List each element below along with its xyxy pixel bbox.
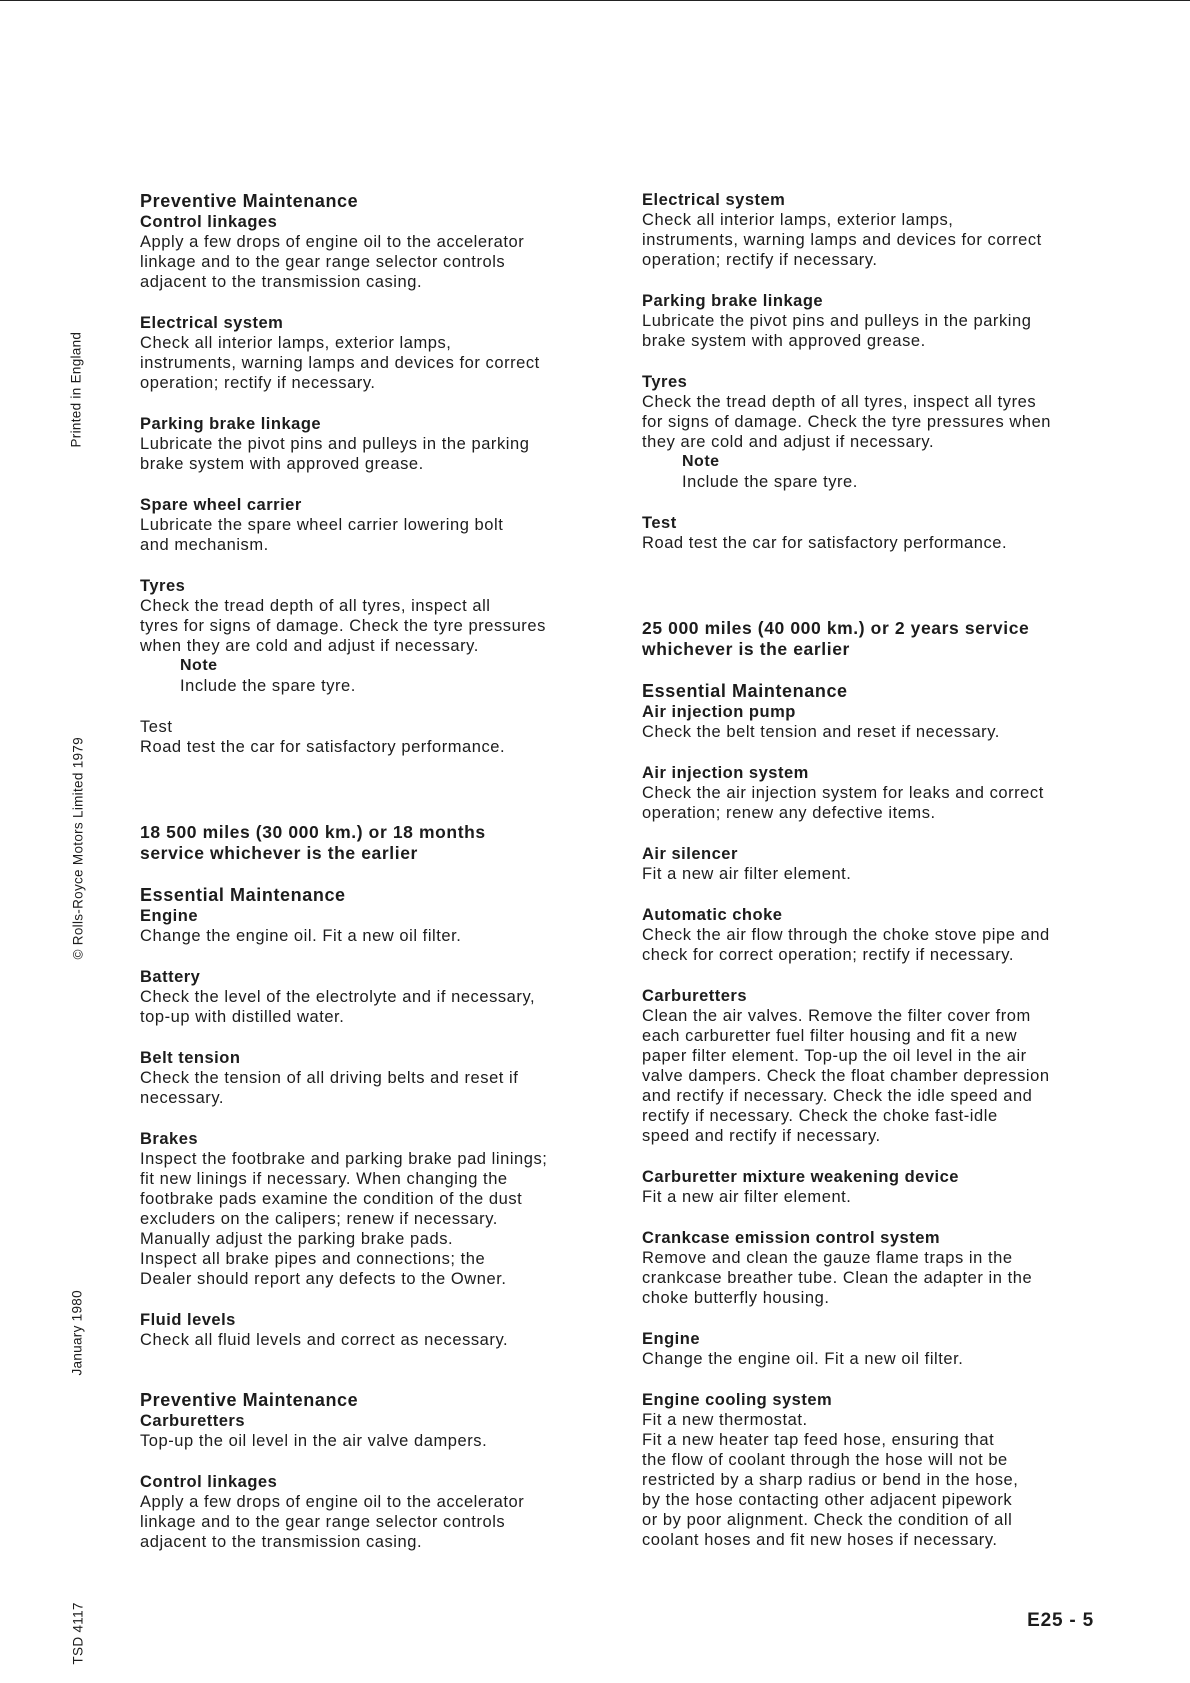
item-heading: Tyres [140, 577, 186, 595]
item-fluid-levels [140, 1310, 600, 1350]
item-text: Fit a new air filter element. [642, 1188, 852, 1206]
item-text: Remove and clean the gauze flame traps in the crankcase breather tube. Clean the adapter in the choke butterfly housing. [642, 1249, 1033, 1307]
item-automatic-choke [642, 905, 1112, 965]
item-text: Check the tension of all driving belts and reset if necessary. [140, 1069, 519, 1107]
item-parking-brake-linkage [642, 291, 1112, 351]
item-text: Fit a new air filter element. [642, 865, 852, 883]
item-mixture-weakening-device [642, 1167, 1112, 1207]
item-text: Check the tread depth of all tyres, inspect all tyres for signs of damage. Check the tyre pressures when they are cold and adjust if necessary. [140, 597, 546, 655]
top-border-line [0, 0, 1190, 1]
item-heading: Electrical system [140, 314, 284, 332]
item-text: Change the engine oil. Fit a new oil filter. [140, 927, 462, 945]
item-text: Road test the car for satisfactory performance. [140, 738, 506, 756]
item-heading: Crankcase emission control system [642, 1229, 941, 1247]
item-heading: Control linkages [140, 213, 278, 231]
item-control-linkages [140, 212, 600, 292]
page-number: E25 - 5 [1027, 1610, 1094, 1631]
item-tyres [140, 576, 600, 696]
service-interval-title: 18 500 miles (30 000 km.) or 18 months service whichever is the earlier [140, 822, 486, 863]
left-preventive-maintenance-2 [140, 1389, 600, 1552]
item-electrical-system [642, 190, 1112, 270]
item-belt-tension [140, 1048, 600, 1108]
item-heading: Engine [140, 907, 199, 925]
item-text: Check the tread depth of all tyres, inspect all tyres for signs of damage. Check the tyre pressures when they are cold and adjust if necessary. [642, 393, 1052, 451]
item-heading: Fluid levels [140, 1311, 236, 1329]
item-text: Inspect the footbrake and parking brake pad linings; fit new linings if necessary. When changing the footbrake pads examine the condition of the dust excluders on the calipers; renew if necessary. Manually adjust the parking brake pads. Inspect all brake pipes and connections; the Dealer should report any defects to the Owner. [140, 1150, 548, 1288]
section-title: Essential Maintenance [140, 885, 346, 905]
date-text: January 1980 [69, 1290, 85, 1376]
copyright-text: © Rolls-Royce Motors Limited 1979 [70, 737, 86, 960]
printed-in-england-text: Printed in England [68, 331, 84, 448]
item-text: Road test the car for satisfactory performance. [642, 534, 1008, 552]
item-text: Change the engine oil. Fit a new oil filter. [642, 1350, 964, 1368]
item-heading: Air injection system [642, 764, 809, 782]
item-heading: Parking brake linkage [140, 415, 322, 433]
item-crankcase-emission-control [642, 1228, 1112, 1308]
left-essential-maintenance [140, 884, 600, 1350]
item-heading: Battery [140, 968, 201, 986]
item-heading: Control linkages [140, 1473, 278, 1491]
item-air-injection-system [642, 763, 1112, 823]
section-title: Essential Maintenance [642, 681, 848, 701]
item-text: Fit a new thermostat. Fit a new heater tap feed hose, ensuring that the flow of coolant through the hose will not be restricted by a sharp radius or bend in the hose, by the hose contacting other adjacent pipework or by poor alignment. Check the condition of all coolant hoses and fit new hoses if necessary. [642, 1411, 1019, 1549]
item-engine-cooling-system [642, 1390, 1112, 1550]
item-heading: Test [642, 514, 677, 532]
item-text: Top-up the oil level in the air valve dampers. [140, 1432, 488, 1450]
item-heading: Engine cooling system [642, 1391, 833, 1409]
item-text: Apply a few drops of engine oil to the accelerator linkage and to the gear range selector controls adjacent to the transmission casing. [140, 1493, 525, 1551]
note-heading: Note [682, 453, 720, 470]
left-preventive-maintenance-1 [140, 190, 600, 757]
item-heading: Spare wheel carrier [140, 496, 302, 514]
service-interval-title: 25 000 miles (40 000 km.) or 2 years service whichever is the earlier [642, 618, 1030, 659]
item-heading: Carburetter mixture weakening device [642, 1168, 959, 1186]
item-text: Check the belt tension and reset if necessary. [642, 723, 1000, 741]
item-brakes [140, 1129, 600, 1289]
item-text: Check all fluid levels and correct as necessary. [140, 1331, 509, 1349]
item-text: Check the air injection system for leaks and correct operation; renew any defective items. [642, 784, 1044, 822]
item-engine [140, 906, 600, 946]
item-heading: Carburetters [642, 987, 748, 1005]
section-title: Preventive Maintenance [140, 1390, 359, 1410]
item-heading: Electrical system [642, 191, 786, 209]
item-text: Check the air flow through the choke stove pipe and check for correct operation; rectify if necessary. [642, 926, 1050, 964]
note-heading: Note [180, 657, 218, 674]
item-engine [642, 1329, 1112, 1369]
item-parking-brake-linkage [140, 414, 600, 474]
right-essential-maintenance [642, 680, 1112, 1550]
item-heading: Tyres [642, 373, 688, 391]
item-text: Check all interior lamps, exterior lamps, instruments, warning lamps and devices for correct operation; rectify if necessary. [642, 211, 1042, 269]
item-text: Lubricate the spare wheel carrier lowering bolt and mechanism. [140, 516, 504, 554]
item-control-linkages-2 [140, 1472, 600, 1552]
item-carburetters [642, 986, 1112, 1146]
item-heading: Engine [642, 1330, 701, 1348]
item-text: Apply a few drops of engine oil to the accelerator linkage and to the gear range selector controls adjacent to the transmission casing. [140, 233, 525, 291]
item-heading-plain: Test [140, 718, 173, 736]
item-text: Lubricate the pivot pins and pulleys in the parking brake system with approved grease. [140, 435, 530, 473]
item-tyres [642, 372, 1112, 492]
item-text: Check all interior lamps, exterior lamps, instruments, warning lamps and devices for correct operation; rectify if necessary. [140, 334, 540, 392]
item-heading: Automatic choke [642, 906, 783, 924]
doc-ref-text: TSD 4117 [70, 1602, 86, 1665]
item-test [642, 513, 1112, 553]
item-test [140, 717, 600, 757]
right-continued-maintenance [642, 190, 1112, 553]
item-carburetters [140, 1411, 600, 1451]
item-heading: Air silencer [642, 845, 738, 863]
item-text: Check the level of the electrolyte and if necessary, top-up with distilled water. [140, 988, 536, 1026]
item-heading: Carburetters [140, 1412, 246, 1430]
note-text: Include the spare tyre. [682, 473, 858, 491]
item-battery [140, 967, 600, 1027]
item-spare-wheel-carrier [140, 495, 600, 555]
item-heading: Brakes [140, 1130, 199, 1148]
item-heading: Parking brake linkage [642, 292, 824, 310]
left-column [140, 190, 600, 1573]
item-heading: Belt tension [140, 1049, 241, 1067]
item-air-silencer [642, 844, 1112, 884]
item-text: Clean the air valves. Remove the filter cover from each carburetter fuel filter housing and fit a new paper filter element. Top-up the oil level in the air valve dampers. Check the float chamber depression and rectify if necessary. Check the idle speed and rectify if necessary. Check the choke fast-idle speed and rectify if necessary. [642, 1007, 1050, 1145]
note-text: Include the spare tyre. [180, 677, 356, 695]
item-air-injection-pump [642, 702, 1112, 742]
item-electrical-system [140, 313, 600, 393]
right-column [642, 190, 1112, 1571]
item-heading: Air injection pump [642, 703, 796, 721]
section-title: Preventive Maintenance [140, 191, 359, 211]
item-text: Lubricate the pivot pins and pulleys in the parking brake system with approved grease. [642, 312, 1032, 350]
